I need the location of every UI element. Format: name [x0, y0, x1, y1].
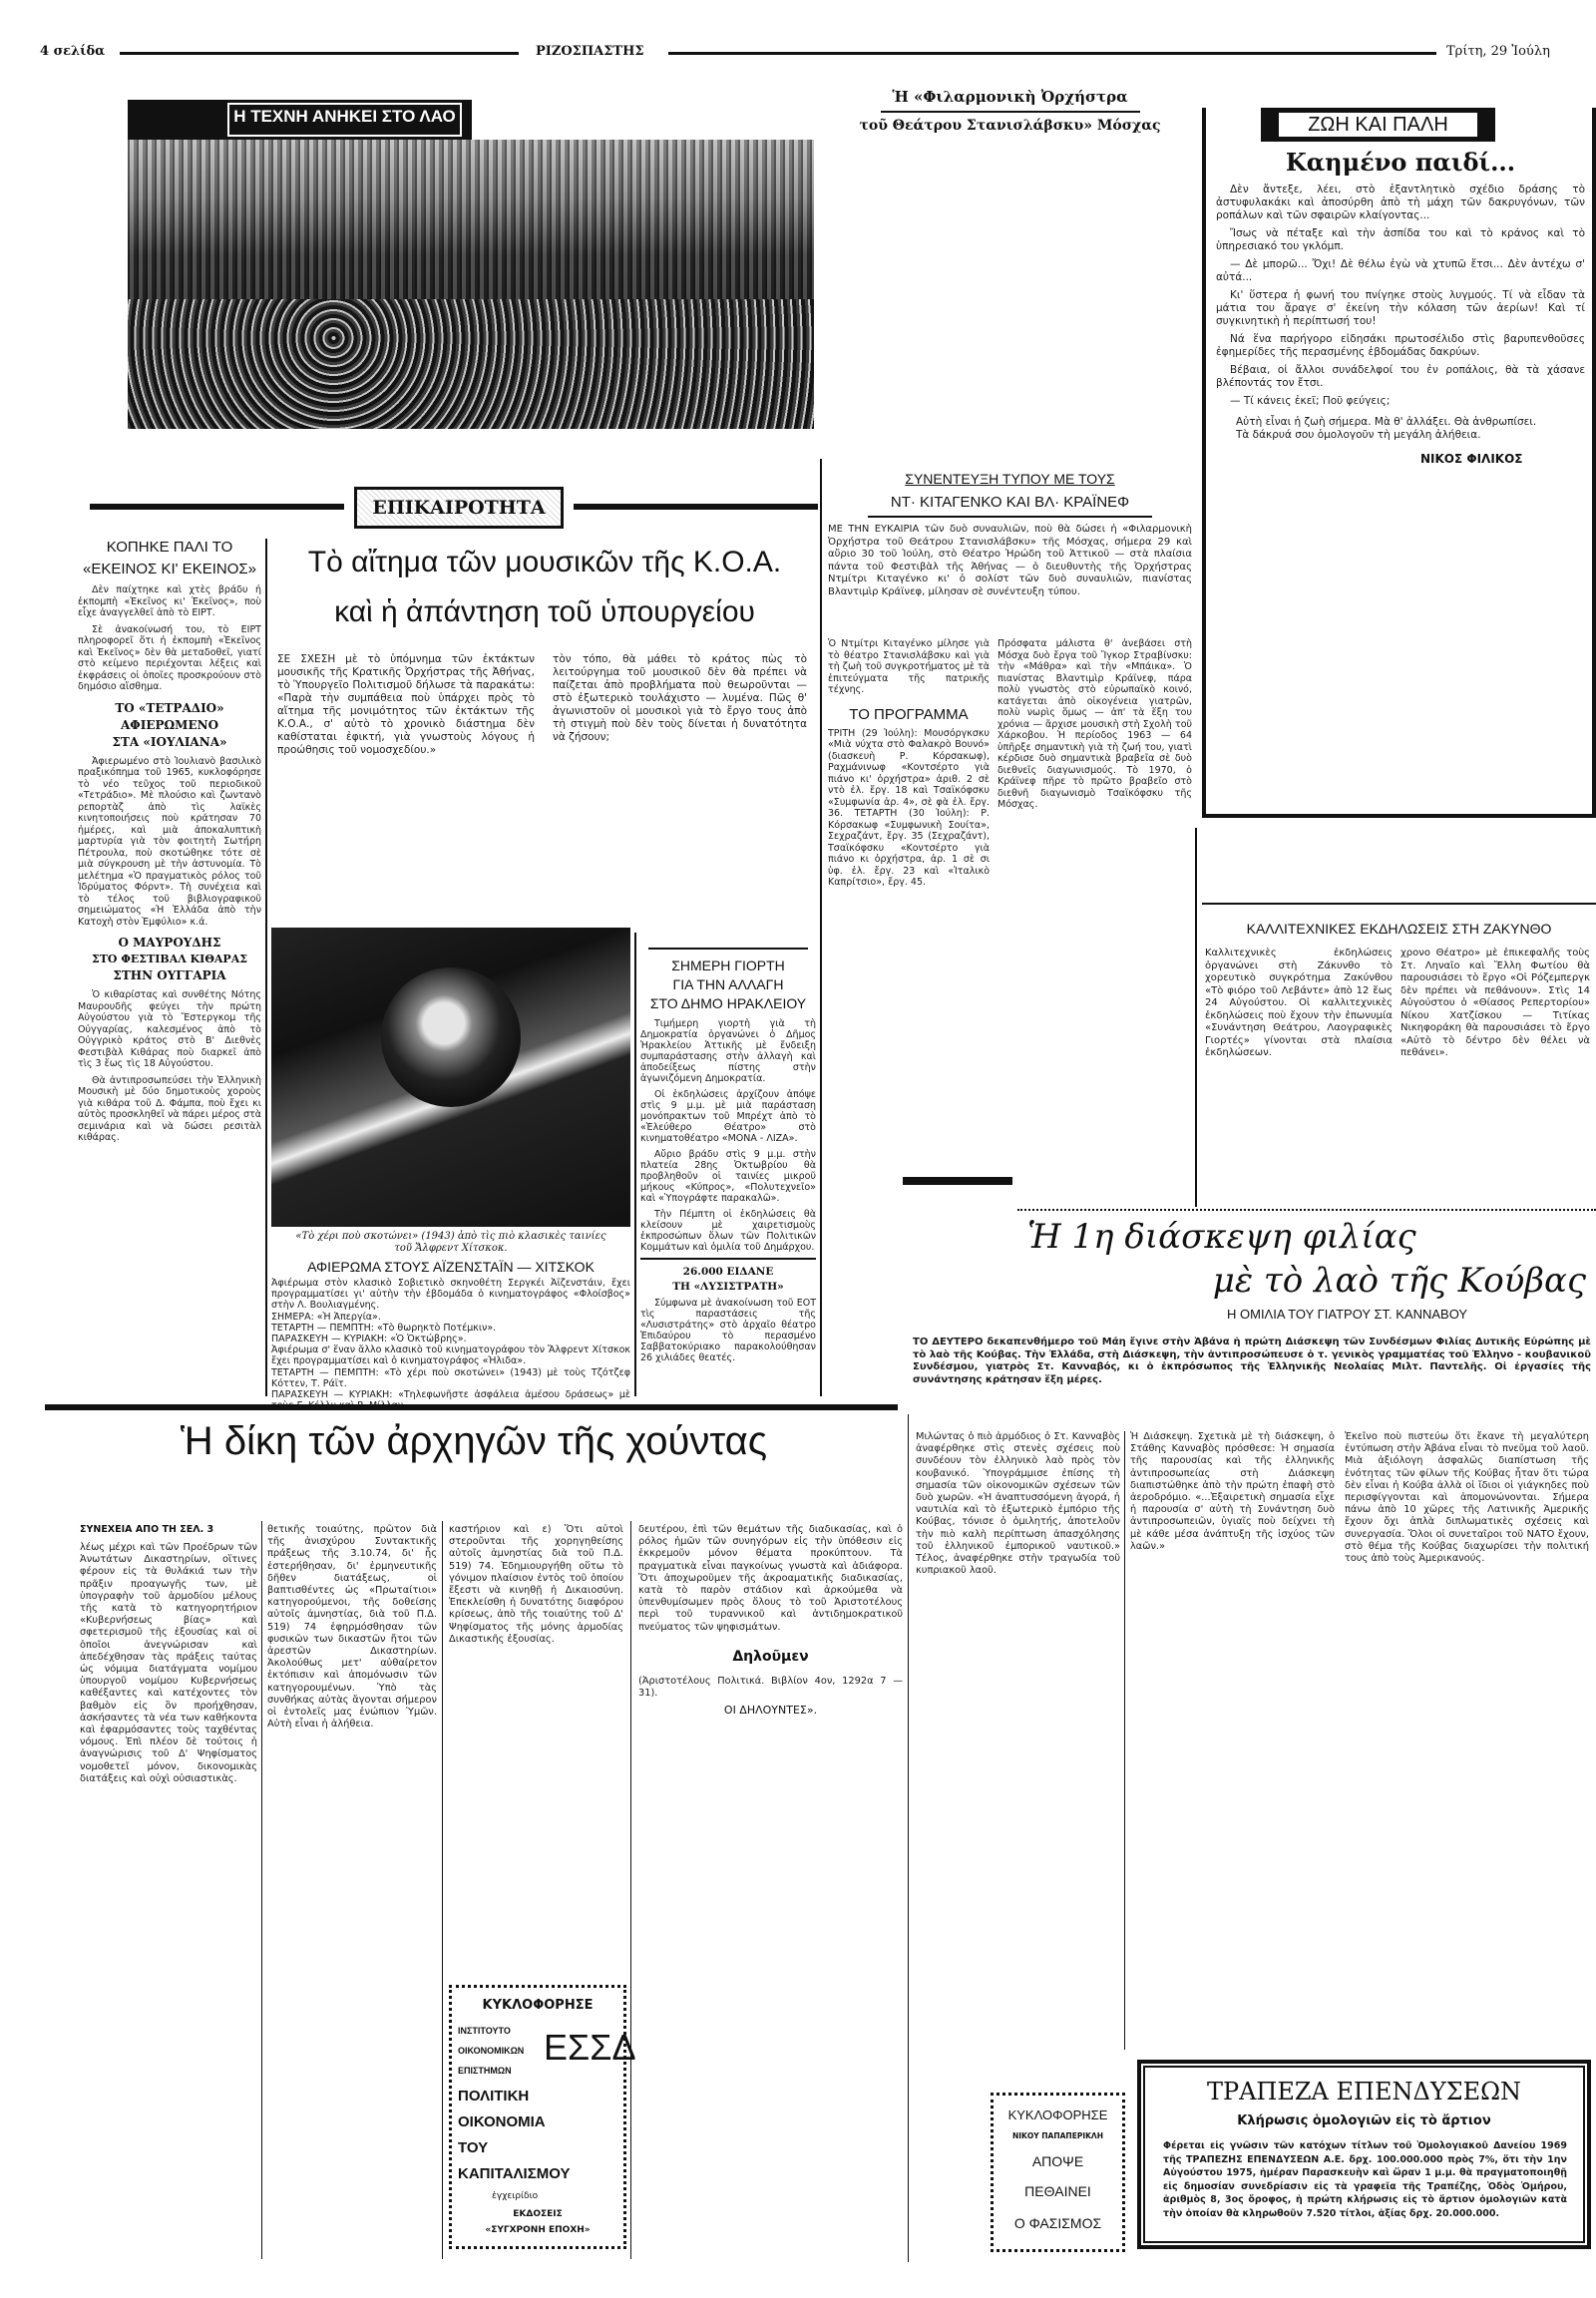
zakynthos-top-rule [1202, 903, 1596, 905]
masthead [40, 44, 1561, 66]
book-ad-author: ΝΙΚΟΥ ΠΑΠΑΠΕΡΙΚΛΗ [1011, 2131, 1104, 2140]
life-box [1202, 108, 1596, 818]
column-divider [265, 539, 267, 1396]
heraklion-headline-3: ΣΤΟ ΔΗΜΟ ΗΡΑΚΛΕΙΟΥ [649, 995, 807, 1011]
page-label: 4 σελίδα [40, 44, 106, 59]
lysistrata-headline-1: 26.000 ΕΙΔΑΝΕ [682, 1266, 774, 1278]
essd-ad[interactable] [449, 1985, 636, 2249]
masthead-rule-right [668, 52, 1436, 55]
life-section-banner [1261, 108, 1495, 142]
book-ad-title-2: ΠΕΘΑΙΝΕΙ [1024, 2183, 1091, 2199]
essd-title-1: ΠΟΛΙΤΙΚΗ [458, 2088, 530, 2105]
film-body [271, 1278, 630, 1411]
issue-date: Τρίτη, 29 Ἰούλη [1446, 44, 1550, 59]
film-line: ΠΑΡΑΣΚΕΥΗ — ΚΥΡΙΑΚΗ: «Ὁ Ὀκτώβρης». [271, 1334, 467, 1345]
cuba-headline-2: μὲ τὸ λαὸ τῆς Κούβας [1212, 1261, 1586, 1301]
junta-top-rule [45, 1404, 898, 1410]
zakynthos-headline: ΚΑΛΛΙΤΕΧΝΙΚΕΣ ΕΚΔΗΛΩΣΕΙΣ ΣΤΗ ΖΑΚΥΝΘΟ [1246, 921, 1552, 937]
film-caption-1: «Τὸ χέρι ποὺ σκοτώνει» (1943) ἀπὸ τὶς πιὸ κλασικὲς ταινίες [295, 1231, 606, 1242]
life-paragraph: Βέβαια, οἱ ἄλλοι συνάδελφοί του ἐν ροπάλοις, θὰ τὰ χάσανε βλέποντάς τον ἔτσι. [1216, 364, 1585, 389]
cuba-col-1: Μιλώντας ὁ πιὸ ἀρμόδιος ὁ Στ. Κανναβὸς ἀναφέρθηκε στὶς στενὲς σχέσεις ποὺ συνδέουν τὸν ἑλληνικὸ λαὸ πρὸς τὸν κουβανικό. Ὑπογράμμισε ἐπίσης τὴ σημασία τῶν οἰκονομικῶν σχέσεων τῶν δυὸ χωρῶν. «Ἡ ἀναπτυσσόμενη ἀγορά, ἡ ναυτιλία καὶ τὸ ἐξωτερικὸ ἐμπόριο τῆς Κούβας, τόνισε ὁ ὁμιλητής, ἀποτελοῦν τὴν πιὸ καλὴ περίπτωση ἀπασχόλησης τοῦ ἑλληνικοῦ ἐμπορικοῦ ναυτικοῦ.» Τέλος, ἀναφέρθηκε στὴν τραγωδία τοῦ κυπριακοῦ λαοῦ. [916, 1431, 1120, 1577]
heraklion-paragraph: Αὔριο βράδυ στὶς 9 μ.μ. στὴν πλατεία 28ης Ὀκτωβρίου θὰ προβληθοῦν οἱ ταινίες μικροῦ μήκους «Κύπρος», «Πολυτεχνεῖο» καὶ «Ὑπογράφτε παρακαλῶ». [640, 1149, 816, 1204]
bank-title: ΤΡΑΠΕΖΑ ΕΠΕΝΔΥΣΕΩΝ [1206, 2078, 1522, 2106]
mavroudis-headline-3: ΣΤΗΝ ΟΥΓΓΑΡΙΑ [113, 968, 226, 982]
life-paragraph: — Τί κάνεις ἐκεῖ; Ποῦ φεύγεις; [1230, 395, 1391, 407]
mavroudis-headline-1: Ο ΜΑΥΡΟΥΔΗΣ [118, 936, 221, 950]
film-line: ΠΑΡΑΣΚΕΥΗ — ΚΥΡΙΑΚΗ: «Τηλεφωνῆστε ἀσφάλεια ἀμέσου δράσεως» μὲ [271, 1389, 630, 1401]
cuba-col-2: Ἡ Διάσκεψη. Σχετικὰ μὲ τὴ διάσκεψη, ὁ Στάθης Κανναβὸς πρόσθεσε: Ἡ σημασία τῆς παρουσίας καὶ τῆς ἑλληνικῆς ἀντιπροσωπείας στὴ Διάσκεψη διαπιστώθηκε ἀπὸ τὴν πρώτη ἐπαφὴ στὸ ἀεροδρόμιο. «...Ἐξαιρετικὴ σημασία εἶχε ἡ παρουσία σ' αὐτὴ τὴ Συνάντηση δυὸ ἀντιπροσωπειῶν, ὑγιαῖς ποὺ δείχνει τὴ μὲ κάθε μέσα ἀνάπτυξη τῆς ἰσχύος τῶν λαῶν.» [1130, 1431, 1335, 1552]
mavroudis-headline-2: ΣΤΟ ΦΕΣΤΙΒΑΛ ΚΙΘΑΡΑΣ [91, 953, 248, 965]
essd-pub-2: «ΣΥΓΧΡΟΝΗ ΕΠΟΧΗ» [485, 2225, 591, 2235]
junta-col-1-wrap [80, 1524, 257, 1785]
eirt-paragraph: Δὲν παίχτηκε καὶ χτὲς βράδυ ἡ ἐκπομπὴ «Ἐκεῖνος κι' Ἐκεῖνος», ποὺ εἶχε ἀναγγελθεῖ ἀπὸ τὸ ΕΙΡΤ. [78, 584, 261, 618]
junta-col-1: λέως μέχρι καὶ τῶν Προέδρων τῶν Ἀνωτάτων Δικαστηρίων, οἵτινες φέρουν εἰς τὰ θυλάκιά των τὴν πρᾶξιν προαγωγῆς των, μὲ ὑπογραφὴν τοῦ ἁρμοδίου μέλους τῆς κατὰ τὸ κατηγορητήριον «Κυβερνήσεως βίας» καὶ σφετερισμοῦ τῆς ἐξουσίας καὶ οἱ ὁποῖοι ἀνεγνώρισαν καὶ ἀπεδέχθησαν τὰς πράξεις ταύτας ὡς νόμιμα διατάγματα νομίμου ὑπουργοῦ νομίμου Κυβερνήσεως καθέξαντες καὶ κατέχοντες τὸν βαθμὸν εἰς ὃν προήχθησαν, ἀσκήσαντες τὰ νέα των καθήκοντα καὶ ἐφαρμόσαντες τοὺς ταχθέντας νόμους. Ἐπὶ πλέον δὲ τούτοις ἡ ἀναγνώρισις τοῦ Δ' Ψηφίσματος νομοθετεῖ μόνον, δικονομικὰς διατάξεις καὶ οὐχὶ οὐσιαστικὰς. [80, 1542, 257, 1784]
cuba-subheadline: Η ΟΜΙΛΙΑ ΤΟΥ ΓΙΑΤΡΟΥ ΣΤ. ΚΑΝΝΑΒΟΥ [1227, 1307, 1468, 1322]
zakynthos-col-1: Καλλιτεχνικὲς ἐκδηλώσεις ὀργανώνει στὴ Ζάκυνθο τὸ χορευτικὸ συγκρότημα Ζακύνθου «Τὸ φιόρο τοῦ Λεβάντε» ἀπὸ 12 ἕως 24 Αὐγούστου. Οἱ καλλιτεχνικὲς ἐκδηλώσεις ποὺ ἔχουν τὴν ἐπωνυμία «Συνάντηση Θεάτρου, Λαογραφικὲς Γιορτές» γίνονται στὰ πλαίσια ἐκδηλώσεων. [1205, 948, 1393, 1058]
film-line: Ἀφιέρωμα σ' ἕναν ἄλλο κλασικὸ τοῦ κινηματογράφου τὸν Ἄλφρεντ Χίτσκοκ ἔχει προγραμματίσει καὶ ὁ κινηματογράφος «Ἡλιδα». [271, 1344, 630, 1367]
junta-quote-ref: (Ἀριστοτέλους Πολιτικά. Βιβλίον 4ον, 1292α 7 — 31). [638, 1675, 903, 1699]
column-divider [634, 933, 636, 1396]
heraklion-paragraph: Τιμήμερη γιορτὴ γιὰ τὴ Δημοκρατία ὀργανώνει ὁ Δῆμος Ἡρακλείου Ἀττικῆς μὲ ἔνδειξη συμπαράστασης στὴν ἀλλαγὴ καὶ ἀποδείξεως πίστης στὴν ἀγωνιζόμενη Δημοκρατία. [640, 1018, 816, 1084]
cuba-frame [1017, 1209, 1596, 1213]
cuba-col-3: Ἐκεῖνο ποὺ πιστεύω ὅτι ἔκανε τὴ μεγαλύτερη ἐντύπωση στὴν Ἀβάνα εἶναι τὸ πνεῦμα τοῦ λαοῦ. Μιὰ ἀξιόλογη ἀσφαλῶς διαπίστωση τῆς ἑνότητας τῶν φίλων τῆς Κούβας ἦταν ὅτι τώρα δὲν εἶναι ἡ Κούβα ἀλλὰ οἱ ἴδιοι οἱ γιάγκηδες ποὺ περισφίγγονται καὶ ἀπομονώνονται. Σήμερα πάνω ἀπὸ 10 χῶρες τῆς Λατινικῆς Ἀμερικῆς ἔχουν ὄχι ἁπλὰ διπλωματικὲς σχέσεις καὶ συνεργασία. Ὅλοι οἱ συνεταῖροι τοῦ ΝΑΤΟ ἔχουν, στὸ θέμα τῆς Κούβας διαχωρίσει τὴν πολιτική τους ἀπὸ τοὺς Ἀμερικανούς. [1345, 1431, 1589, 1565]
junta-col-4: δευτέρου, ἐπὶ τῶν θεμάτων τῆς διαδικασίας, καὶ ὁ ρόλος ἡμῶν τῶν συνηγόρων εἰς τὴν ὑπόθεσιν εἰς ἐκκρεμοῦν μόνον θέματα προκύπτουν. Τὰ πραγματικὰ εἶναι παγκοίνως γνωστὰ καὶ ἀδιάφορα. Ὅτι ἀποχωροῦμεν τῆς ἀκροαματικῆς διαδικασίας, κατὰ τὸ παρὸν στάδιον καὶ ἀρκούμεθα νὰ ὑπενθυμίσωμεν πρὸς ὅλους τὸ τοῦ Ἀριστοτέλους περὶ τοῦ τυραννικοῦ καὶ ἀντιδημοκρατικοῦ πνεύματος τῶν ψηφισμάτων. [638, 1524, 903, 1633]
essd-title-2: ΟΙΚΟΝΟΜΙΑ [458, 2113, 546, 2130]
orchestra-heading [823, 88, 1197, 134]
orchestra-title-1: Ἡ «Φιλαρμονικὴ Ὀρχήστρα [892, 88, 1128, 106]
eirt-headline-2: «ΕΚΕΙΝΟΣ ΚΙ' ΕΚΕΙΝΟΣ» [83, 561, 256, 577]
heraklion-headline-2: ΓΙΑ ΤΗΝ ΑΛΛΑΓΗ [672, 976, 784, 992]
topical-headline-1: Τὸ αἴτημα τῶν μουσικῶν τῆς Κ.Ο.Α. [307, 546, 782, 578]
junta-continued: ΣΥΝΕΧΕΙΑ ΑΠΟ ΤΗ ΣΕΛ. 3 [80, 1524, 214, 1535]
bank-subtitle: Κλήρωσις ὁμολογιῶν εἰς τὸ ἄρτιον [1237, 2113, 1491, 2128]
zakynthos-col-2: χρονο Θέατρο» μὲ ἐπικεφαλῆς τοὺς Στ. Ληναῖο καὶ Ἔλλη Φωτίου θὰ παρουσιάσει τὸ ἔργο «Οἱ Ρόζεμπεργκ δὲν πρέπει νὰ πεθάνουν». Στὶς 14 Αὐγούστου ὁ «Θίασος Ρεπερτορίου» Νίκου Χατζίσκου — Τιτίκας Νικηφοράκη θὰ παρουσιάσει τὸ ἔργο «Αὐτὸ τὸ δέντρο δὲν θέλει νὰ πεθάνει». [1400, 948, 1590, 1058]
column-divider [442, 1521, 443, 2259]
heraklion-paragraph: Τὴν Πέμπτη οἱ ἐκδηλώσεις θὰ κλείσουν μὲ χαιρετισμοὺς ἐκπροσώπων ὅλων τῶν Πολιτικῶν Κομμάτων καὶ ὁμιλία τοῦ Δημάρχου. [640, 1209, 816, 1253]
heraklion-top-rule [648, 948, 808, 950]
press-col-a: Ὁ Ντμίτρι Κιταγένκο μίλησε γιὰ τὸ θέατρο Στανισλάβσκυ καὶ γιὰ τὴ ζωὴ τοῦ συγκροτήματος μὲ τὰ ἐπιτεύγματα τῆς πατρικῆς τέχνης. [828, 638, 990, 695]
life-paragraph: Νά ἕνα παρήγορο εἰδησάκι πρωτοσέλιδο στὶς βαρυπενθοῦσες ἐφημερίδες τῆς περασμένης ἑβδομάδας δακρύων. [1216, 333, 1585, 358]
column-divider [820, 459, 822, 1396]
cuba-headline-1: Ἡ 1η διάσκεψη φιλίας [1027, 1217, 1416, 1257]
lysistrata-paragraph: Σύμφωνα μὲ ἀνακοίνωση τοῦ ΕΟΤ τὶς παραστάσεις τῆς «Λυσιστράτης» στὸ ἀρχαῖο θέατρο Ἐπιδαύρου τὸ περασμένο Σαββατοκύριακο παρακολούθησαν 26 χιλιάδες θεατές. [640, 1298, 816, 1363]
book-ad-title-1: ΑΠΟΨΕ [1031, 2153, 1084, 2169]
life-closing [1216, 416, 1585, 442]
press-headline-1: ΣΥΝΕΝΤΕΥΞΗ ΤΥΠΟΥ ΜΕ ΤΟΥΣ [905, 471, 1115, 487]
life-closing-1: Αὐτὴ εἶναι ἡ ζωὴ σήμερα. Μὰ θ' ἀλλάξει. Θὰ ἀνθρωπίσει. [1236, 416, 1537, 428]
press-headline-2: ΝΤ· ΚΙΤΑΓΕΝΚΟ ΚΑΙ ΒΛ· ΚΡΑΪΝΕΦ [890, 494, 1130, 511]
left-column [78, 539, 261, 1396]
essd-pub-1: ΕΚΔΟΣΕΙΣ [513, 2209, 563, 2219]
life-paragraph: — Δὲ μπορῶ... Ὄχι! Δὲ θέλω ἐγὼ νὰ χτυπῶ ἔτσι... Δὲν ἀντέχω σ' αὐτά... [1216, 258, 1585, 283]
cuba-header [1027, 1215, 1596, 1323]
topical-rule-right [574, 504, 818, 510]
press-lead: ΜΕ ΤΗΝ ΕΥΚΑΙΡΙΑ τῶν δυὸ συναυλιῶν, ποὺ θὰ δώσει ἡ «Φιλαρμονικὴ Ὀρχήστρα τοῦ Θεάτρου Στανισλάβσκυ» τῆς Μόσχας, σήμερα 29 καὶ αὔριο 30 τοῦ Ἰούλη, στὸ Θέατρο Ἡρώδη τοῦ Ἀττικοῦ — στὰ πλαίσια πάντα τοῦ Φεστιβὰλ τῆς Ἀθήνας — ὁ διευθυντὴς τῆς Ὀρχήστρας Ντμίτρι Κιταγένκο κι' ὁ σολίστ τῶν δυὸ συναυλιῶν, πιανίστας Βλαντιμὶρ Κράϊνεφ, μίλησαν σὲ συνέντευξη τύπου. [828, 524, 1192, 597]
heraklion-headline-1: ΣΗΜΕΡΗ ΓΙΟΡΤΗ [671, 958, 785, 973]
topical-article [271, 544, 818, 923]
program-body: ΤΡΙΤΗ (29 Ἰούλη): Μουσόργκσκυ «Μιὰ νύχτα στὸ Φαλακρὸ Βουνό» (διασκευὴ Ρ. Κόρσακωφ), Ραχμάνινωφ «Κοντσέρτο γιὰ πιάνο κι' ὀρχήστρα» ἀριθ. 2 σὲ ντὸ ἐλ. ἔργ. 18 καὶ Τσαϊκόφσκυ «Συμφωνία ἀρ. 4», σὲ φὰ ἐλ. ἔργ. 36. ΤΕΤΑΡΤΗ (30 Ἰούλη): Ρ. Κόρσακωφ «Συμφωνικὴ Σουίτα», Σεχραζάντ, ἔργ. 35 (Σεχραζάντ), Τσαϊκόφσκυ «Κοντσέρτο γιὰ πιάνο κι ὀρχήστρα, ἀρ. 1 σὲ σι ὑφ. ἐλ. ἔργ. 23 καὶ «Ἰταλικὸ Καπρίτσιο», ἔργ. 45. [828, 727, 990, 888]
column-divider [1124, 1431, 1125, 2050]
film-line: ΣΗΜΕΡΑ: «Ἡ Ἀπεργία». [271, 1311, 381, 1323]
film-line: ΤΕΤΑΡΤΗ — ΠΕΜΠΤΗ: «Τὸ χέρι ποὺ σκοτώνει» (1943) μὲ τοὺς Τζότζεφ Κόττεν, Τ. Ράϊτ. [271, 1366, 630, 1389]
essd-inst-2: ΟΙΚΟΝΟΜΙΚΩΝ [458, 2046, 525, 2056]
orchestra-title-2: τοῦ Θεάτρου Στανισλάβσκυ» Μόσχας [859, 118, 1161, 134]
book-ad-title-3: Ο ΦΑΣΙΣΜΟΣ [1013, 2215, 1102, 2231]
eirt-paragraph: Σὲ ἀνακοίνωσή του, τὸ ΕΙΡΤ πληροφορεῖ ὅτι ἡ ἐκπομπὴ «Ἐκεῖνος καὶ Ἐκεῖνος» δὲν θὰ μεταδοθεῖ, γιατί στὸ κείμενο περιέχονται λέξεις καὶ ἐκφράσεις οἱ ὁποῖες προσκρούουν στὸ δημόσιο αἴσθημα. [78, 623, 261, 692]
junta-signature: ΟΙ ΔΗΛΟΥΝΤΕΣ». [723, 1703, 818, 1717]
mavroudis-paragraph: Θὰ ἀντιπροσωπεύσει τὴν Ἑλληνικὴ Μουσικὴ μὲ δύο δημοτικοὺς χοροὺς γιὰ κιθάρα τοῦ Δ. Φάμπα, ποὺ ἔχει κι αὐτὸς προσκληθεῖ νὰ πάρει μέρος στὰ σεμινάρια καὶ νὰ δώσει ρεσιτὰλ κιθάρας. [78, 1074, 261, 1143]
film-line: ΤΕΤΑΡΤΗ — ΠΕΜΠΤΗ: «Τὸ θωρηκτὸ Ποτέμκιν». [271, 1322, 497, 1334]
life-section-label: ΖΩΗ ΚΑΙ ΠΑΛΗ [1277, 111, 1479, 139]
life-author: ΝΙΚΟΣ ΦΙΛΙΚΟΣ [1420, 452, 1523, 466]
life-content [1216, 148, 1585, 466]
topical-col-2: τὸν τόπο, θὰ μάθει τὸ κράτος πὼς τὸ λειτούργημα τοῦ μουσικοῦ δὲν θὰ πρέπει νὰ παίζεται ἀπὸ προβλήματα ποὺ θεωροῦνται — στὸ ἐξωτερικὸ τουλάχιστο — λυμένα. Πῶς θ' ἀγωνιστοῦν οἱ μουσικοὶ γιὰ τὸ ἔργο τους ἀπὸ τὴ στιγμὴ ποὺ δὲν τοὺς δίνεται ἡ δυνατότητα νὰ ζήσουν; [553, 653, 807, 743]
film-photo [271, 928, 630, 1227]
press-article [828, 471, 1192, 598]
life-title: Καημένο παιδί... [1285, 148, 1516, 177]
life-body [1216, 184, 1585, 408]
junta-col-2: θετικῆς τοιαύτης, πρῶτον διὰ τῆς ἀνισχύρου Συντακτικῆς πράξεως τῆς 3.10.74, δι' ἧς ἐστερήθησαν, δι' ἑρμηνευτικῆς δῆθεν διατάξεως, οἱ βαπτισθέντες ὡς «Πρωταίτιοι» κατηγορούμενοι, τῆς δοθείσης αὐτοῖς ἀμνηστίας, διὰ τοῦ Π.Δ. 519) 74 ἐφηρμόσθησαν τῶν φυσικῶν των δικαστῶν ἤτοι τῶν ἀρεστῶν Δικαστηρίων. Ἀκολούθως μετ' αὐθαίρετον ἐκτόπισιν καὶ ἀπομόνωσιν τῶν κατηγορουμένων. Ὑπὸ τὰς συνθήκας αὐτὰς ἄγονται σήμερον οἱ ἐντολεῖς μας ἐνώπιον Ὑμῶν. Αὐτὴ εἶναι ἡ ἀλήθεια. [267, 1524, 437, 1730]
art-banner-title: Η ΤΕΧΝΗ ΑΝΗΚΕΙ ΣΤΟ ΛΑΟ [233, 107, 456, 126]
essd-inst-3: ΕΠΙΣΤΗΜΩΝ [458, 2066, 512, 2076]
topical-rule-left [90, 504, 344, 510]
art-banner [128, 100, 472, 140]
heraklion-article [640, 958, 816, 1398]
junta-headline: Ἡ δίκη τῶν ἀρχηγῶν τῆς χούντας [180, 1419, 768, 1463]
topical-col-1: ΣΕ ΣΧΕΣΗ μὲ τὸ ὑπόμνημα τῶν ἐκτάκτων μουσικῆς τῆς Κρατικῆς Ὀρχήστρας τῆς Ἀθήνας, τὸ Ὑπουργεῖο Πολιτισμοῦ δήλωσε τὰ παρακάτω: «Παρὰ τὴν συμπάθεια ποὺ ὑπάρχει πρὸς τὸ αἴτημα τῆς μονιμότητος τῶν ἐκτάκτων τῆς Κ.Ο.Α., σ' αὐτὸ τὸ χρονικὸ διάστημα δὲν καθίσταται ἐφικτή, γιὰ γνωστοὺς λόγους ἡ προώθησις τοῦ νομοσχεδίου.» [277, 653, 535, 756]
film-caption-2: τοῦ Ἄλφρεντ Χίτσκοκ. [394, 1243, 508, 1254]
tetradio-headline-2: ΑΦΙΕΡΩΜΕΝΟ [120, 717, 219, 732]
masthead-rule-left [120, 52, 519, 55]
orchestra-photo [128, 140, 814, 429]
topical-section-label: ΕΠΙΚΑΙΡΟΤΗΤΑ [372, 497, 546, 519]
film-headline: ΑΦΙΕΡΩΜΑ ΣΤΟΥΣ ΑΪΖΕΝΣΤΑΪΝ — ΧΙΤΣΚΟΚ [307, 1259, 595, 1275]
film-text [271, 1231, 630, 1401]
cuba-lead: ΤΟ ΔΕΥΤΕΡΟ δεκαπενθήμερο τοῦ Μάη ἔγινε στὴν Ἀβάνα ἡ πρώτη Διάσκεψη τῶν Συνδέσμων Φιλίας Δυτικῆς Εὐρώπης μὲ τὸ λαὸ τῆς Κούβας. Τὴν Ἑλλάδα, στὴ Διάσκεψη, τὴν ἀντιπροσώπευσε ὁ τ. γενικὸς γραμματέας τοῦ Ἑλληνο - κουβανικοῦ Συνδέσμου, γιατρὸς Στ. Κανναβός, κι ὁ ἐκπρόσωπος τῆς Ἑλληνικῆς Νεολαίας Μιλτ. Παντελῆς. Οἱ ἐργασίες τῆς συνάντησης κράτησαν ἕξη μέρες. [913, 1337, 1591, 1385]
junta-declare-heading: Δηλοῦμεν [732, 1648, 809, 1665]
topical-headline-2: καὶ ἡ ἀπάντηση τοῦ ὑπουργείου [334, 595, 755, 628]
essd-logo: ΕΣΣΔ [544, 2027, 636, 2068]
essd-title-4: ΚΑΠΙΤΑΛΙΣΜΟΥ [458, 2165, 571, 2182]
column-divider [630, 1521, 631, 2259]
press-col-b: Πρόσφατα μάλιστα θ' ἀνεβάσει στὴ Μόσχα δυὸ ἔργα τοῦ Ἴγκορ Στραβίνσκυ: τὴν «Μάθρα» καὶ τὴν «Μπάικα». Ὁ πιανίστας Βλαντιμὶρ Κράϊνεφ, πάρα πολὺ γνωστὸς στὸ εὐρωπαϊκὸ κοινό, κατάγεται ἀπὸ οἰκογένεια γιατρῶν, πολὺ νωρὶς ὅμως — ἀπ' τὰ ἕξη του χρόνια — ἄρχισε μουσικὴ στὴ Σχολὴ τοῦ Χάρκοβου. Ἡ περίοδος 1963 — 64 ὑπῆρξε σημαντικὴ γιὰ τὴ ζωή του, γιατὶ κέρδισε δυὸ σημαντικὰ βραβεῖα σὲ δυὸ διεθνεῖς διαγωνισμούς. Τὸ 1970, ὁ Κράϊνεφ πῆρε τὸ πρῶτο βραβεῖο στὸ διεθνῆ διαγωνισμὸ Τσαϊκόφσκυ τῆς Μόσχας. [998, 638, 1192, 810]
life-closing-2: Τὰ δάκρυά σου ὁμολογοῦν τὴ μεγάλη ἀλήθεια. [1236, 429, 1481, 441]
program-title: ΤΟ ΠΡΟΓΡΑΜΜΑ [849, 705, 969, 723]
tetradio-headline-1: ΤΟ «ΤΕΤΡΑΔΙΟ» [115, 700, 224, 715]
book-ad-top: ΚΥΚΛΟΦΟΡΗΣΕ [1007, 2107, 1108, 2122]
eirt-headline-1: ΚΟΠΗΚΕ ΠΑΛΙ ΤΟ [106, 539, 233, 556]
essd-top: ΚΥΚΛΟΦΟΡΗΣΕ [482, 1998, 594, 2013]
life-paragraph: Ἴσως νὰ πέταξε καὶ τὴν ἀσπίδα του καὶ τὸ κράνος καὶ τὸ ὑπηρεσιακό του γκλόμπ. [1216, 227, 1585, 252]
topical-section-banner [354, 487, 564, 529]
life-paragraph: Κι' ὕστερα ἡ φωνή του πνίγηκε στοὺς λυγμούς. Τί νὰ εἶδαν τὰ μάτια του ἄραγε σ' ἐκείνη τὴν κόλαση τῶν ἀερίων! Καὶ τί συγκινητικὴ ἡ περίπτωσή του! [1216, 289, 1585, 327]
bank-body: Φέρεται εἰς γνῶσιν τῶν κατόχων τίτλων τοῦ Ὁμολογιακοῦ Δανείου 1969 τῆς ΤΡΑΠΕΖΗΣ ΕΠΕΝΔΥΣΕΩΝ Α.Ε. δρχ. 100.000.000 πρὸς 7%, ὅτι τὴν 1ην Αὐγούστου 1975, ἡμέραν Παρασκευὴν καὶ ὥραν 1 μ.μ. θὰ πραγματοποιηθῇ εἰς δημοσίαν συνεδρίασιν εἰς τὰ γραφεῖα τῆς Τραπέζης, Ὁδὸς Ὁμήρου, ἀριθμὸς 8, 3ος ὄροφος, ἡ πρώτη κλήρωσις εἰς τὸ ἄρτιον ὁμολογιῶν κατὰ τὴν ὁποίαν θὰ κληρωθοῦν 7.520 τίτλοι, ἀξίας δρχ. 20.000.000. [1163, 2140, 1567, 2219]
book-ad[interactable] [991, 2093, 1125, 2252]
column-divider [261, 1521, 262, 2259]
column-divider [1195, 828, 1197, 1207]
junta-col-4-wrap [638, 1524, 903, 1718]
bank-ad[interactable] [1137, 2060, 1591, 2249]
mavroudis-paragraph: Ὁ κιθαρίστας καὶ συνθέτης Νότης Μαυρουδῆς φεύγει τὴν πρώτη Αὐγούστου γιὰ τὸ Ἔστεργκομ τῆς Οὐγγαρίας, καλεσμένος ἀπὸ τὸ Οὐγγρικὸ κράτος στὸ Β' Διεθνὲς Φεστιβὰλ Κιθάρας ποὺ διαρκεῖ ἀπὸ τὶς 3 ἕως τὶς 18 Αὐγούστου. [78, 989, 261, 1069]
junta-col-3: καστήριον καὶ ε) Ὅτι αὐτοὶ στεροῦνται τῆς χορηγηθείσης αὐτοῖς ἀμνηστίας διὰ τοῦ Π.Δ. 519) 74. Ἐδημιουργήθη οὕτω τὸ γόνιμον πλαίσιον ἐντὸς τοῦ ὁποίου ἔξεστι νὰ κινηθῇ ἡ Δικαιοσύνη. Ἐπεκλείσθη ἡ δυνατότης διαφόρου κρίσεως, ἀπὸ τῆς τοιαύτης τοῦ Δ' Ψηφίσματος τῆς μόνης ἁρμοδίας Δικαστικῆς ἐξουσίας. [449, 1524, 623, 1645]
column-divider [908, 1414, 909, 2262]
essd-kind: ἐγχειρίδιο [492, 2191, 539, 2201]
heraklion-paragraph: Οἱ ἐκδηλώσεις ἀρχίζουν ἀπόψε στὶς 9 μ.μ. μὲ μιὰ παράσταση μονόπρακτων τοῦ Μπρέχτ ἀπὸ τὸ «Ἐλεύθερο Θέατρο» στὸ κινηματοθέατρο «ΜΟΝΑ - ΛΙΖΑ». [640, 1089, 816, 1144]
life-paragraph: Δὲν ἄντεξε, λέει, στὸ ἐξαντλητικὸ σχέδιο δράσης τὸ ἀστυφυλακάκι καὶ ἀποσύρθη ἀπὸ τὴ μάχη τῶν δακρυγόνων, τῶν ροπάλων καὶ τῶν σφαιρῶν κλαίγοντας... [1216, 184, 1585, 221]
lysistrata-headline-2: ΤΗ «ΛΥΣΙΣΤΡΑΤΗ» [672, 1281, 784, 1293]
tetradio-headline-3: ΣΤΑ «ΙΟΥΛΙΑΝΑ» [112, 734, 227, 749]
film-line: Ἀφιέρωμα στὸν κλασικὸ Σοβιετικὸ σκηνοθέτη Σεργκέι Ἀϊζενστάιν, ἔχει προγραμματίσει γι' αὐτὴν τὴν ἑβδομάδα ὁ κινηματογράφος «Φλοίσβος» στὴν Λ. Βουλιαγμένης. [271, 1278, 630, 1312]
essd-inst-1: ΙΝΣΤΙΤΟΥΤΟ [458, 2026, 511, 2036]
tetradio-paragraph: Ἀφιερωμένο στὸ Ἰουλιανὸ βασιλικὸ πραξικόπημα τοῦ 1965, κυκλοφόρησε τὸ νέο τεῦχος τοῦ περιοδικοῦ «Τετράδιο». Μὲ πλούσιο καὶ ζωντανὸ ρεπορτὰζ ἀπὸ τὶς λαϊκὲς κινητοποιήσεις ποὺ κράτησαν 70 ἡμέρες, καὶ μιὰ ἀποκαλυπτικὴ μαρτυρία γιὰ τὸν φοιτητὴ Σωτήρη Πέτρουλα, ποὺ σκοτώθηκε τότε σὲ μιὰ σύγκρουση μὲ τὴν ἀστυνομία. Τὸ μελέτημα «Ὁ πραγματικὸς ρόλος τοῦ Ἱδρύματος Φόρντ». Τὴ συνέχεια καὶ τὸ τέλος τοῦ βιβλιογραφικοῦ σημειώματος «Ἡ Ἑλλάδα ἀπὸ τὴν Κατοχὴ στὸν Ἐμφύλιο» κ.ά. [78, 755, 261, 928]
divider-bar [903, 1177, 1012, 1185]
essd-title-3: ΤΟΥ [458, 2139, 489, 2156]
paper-name: ΡΙΖΟΣΠΑΣΤΗΣ [536, 44, 644, 59]
press-left-column [828, 638, 990, 1172]
